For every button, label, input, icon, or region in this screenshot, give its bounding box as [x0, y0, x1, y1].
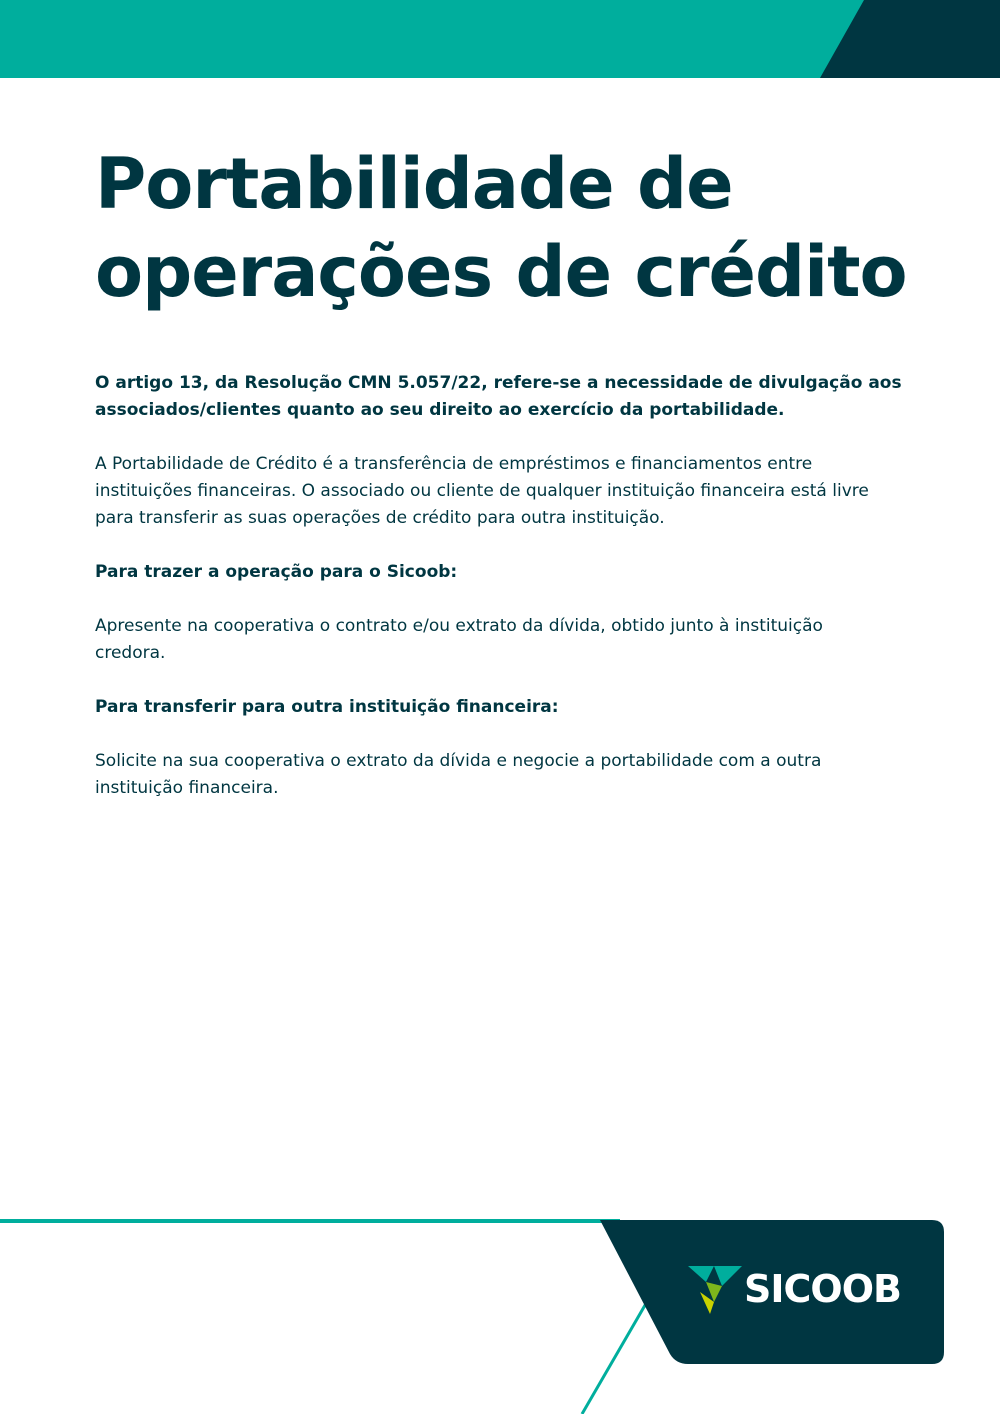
transfer-out-heading: Para transferir para outra instituição financeira:: [95, 697, 559, 717]
title-line-2: operações de crédito: [95, 231, 907, 313]
definition-line-2: instituições financeiras. O associado ou cliente de qualquer instituição financeira está livre: [95, 481, 869, 501]
definition-line-3: para transferir as suas operações de crédito para outra instituição.: [95, 508, 665, 528]
bring-in-line-1: Apresente na cooperativa o contrato e/ou extrato da dívida, obtido junto à instituição: [95, 616, 823, 636]
footer-diagonal-line: [582, 1300, 648, 1414]
document-body: [95, 370, 915, 802]
intro-paragraph: [95, 370, 915, 424]
footer-teal-line: [0, 1219, 620, 1223]
bring-in-line-2: credora.: [95, 643, 166, 663]
transfer-out-line-2: instituição financeira.: [95, 778, 279, 798]
sicoob-logo: [688, 1262, 908, 1316]
top-header-band: [0, 0, 1000, 78]
definition-line-1: A Portabilidade de Crédito é a transferência de empréstimos e financiamentos entre: [95, 454, 813, 474]
transfer-out-paragraph: [95, 748, 915, 802]
page-title: [95, 140, 955, 316]
transfer-out-line-1: Solicite na sua cooperativa o extrato da dívida e negocie a portabilidade com a outra: [95, 751, 822, 771]
sicoob-logo-icon: [688, 1264, 742, 1314]
definition-paragraph: [95, 451, 915, 532]
bring-in-paragraph: [95, 613, 915, 667]
sicoob-wordmark: SICOOB: [744, 1267, 901, 1311]
bring-in-heading: Para trazer a operação para o Sicoob:: [95, 562, 458, 582]
intro-line-2: associados/clientes quanto ao seu direito ao exercício da portabilidade.: [95, 400, 785, 420]
intro-line-1: O artigo 13, da Resolução CMN 5.057/22, refere-se a necessidade de divulgação aos: [95, 373, 902, 393]
title-line-1: Portabilidade de: [95, 143, 733, 225]
